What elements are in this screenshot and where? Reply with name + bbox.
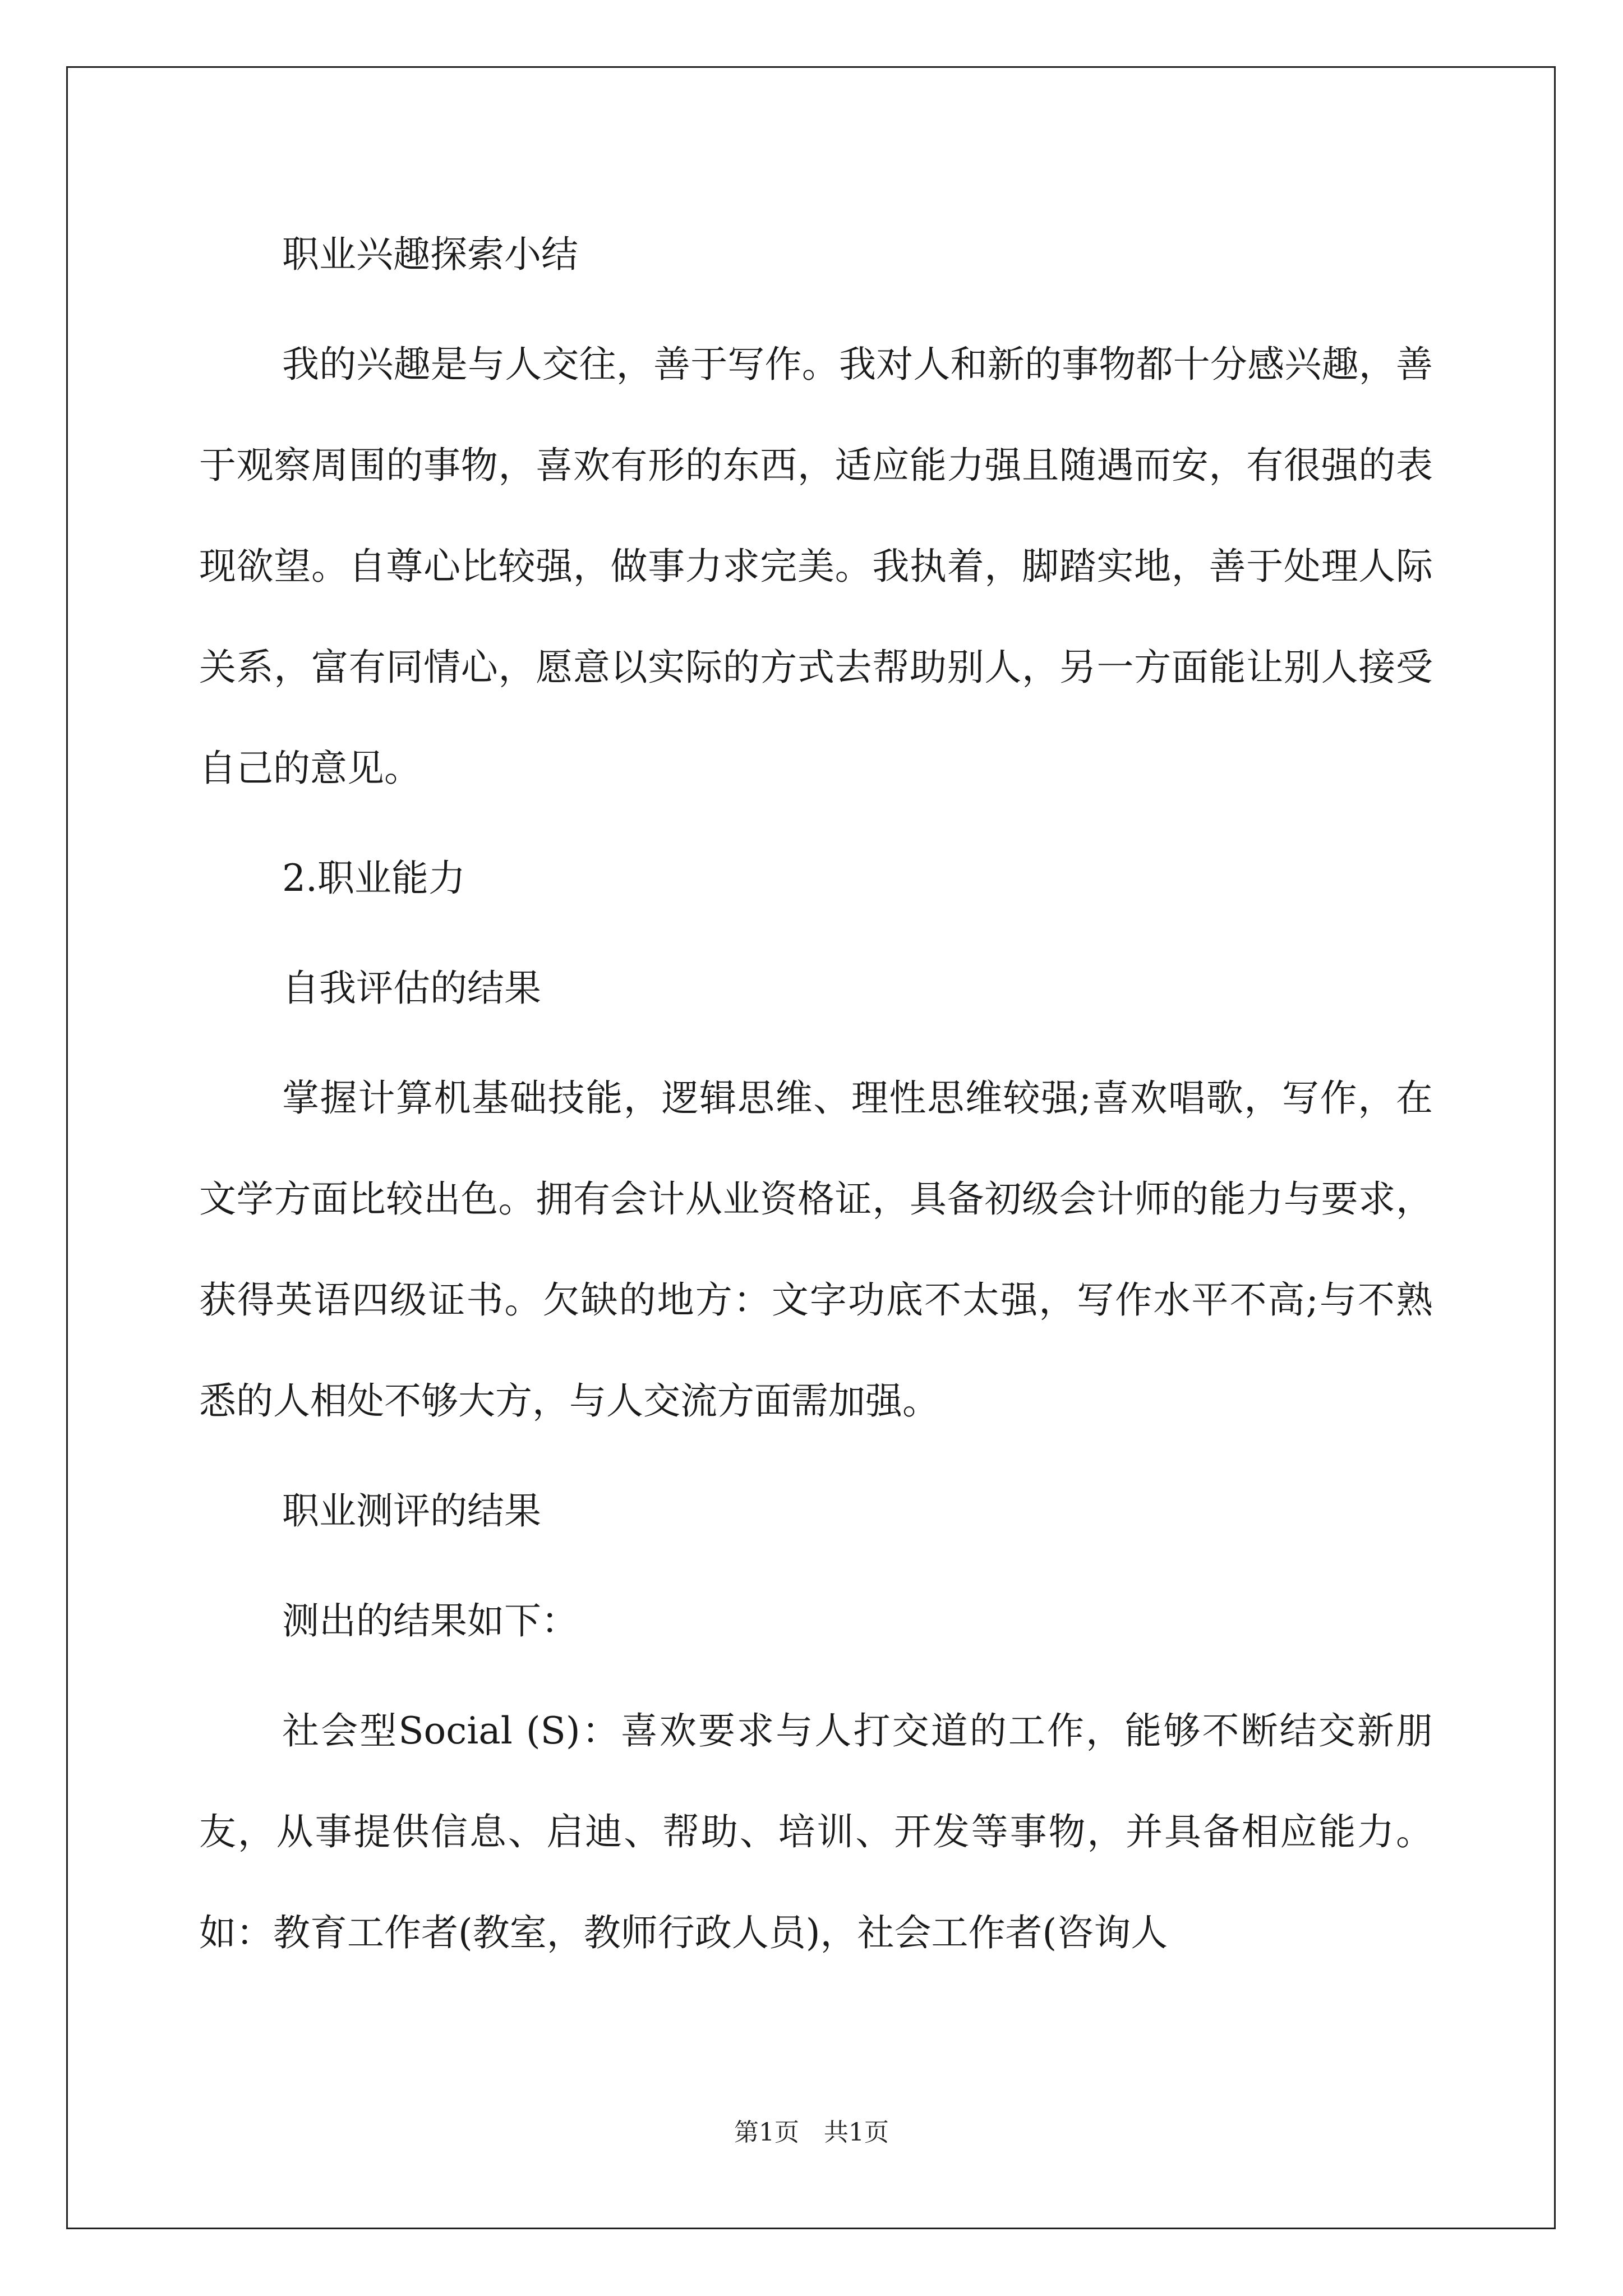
paragraph-interest: 我的兴趣是与人交往，善于写作。我对人和新的事物都十分感兴趣，善于观察周围的事物，喜欢有形的东西，适应能力强且随遇而安，有很强的表现欲望。自尊心比较强，做事力求完美。我执着，脚踏实地，善于处理人际关系，富有同情心，愿意以实际的方式去帮助别人，另一方面能让别人接受自己的意见。 <box>199 343 1433 790</box>
document-body <box>199 204 1433 1984</box>
page-total: 共1页 <box>824 2118 889 2147</box>
section-heading-interest-summary: 职业兴趣探索小结 <box>282 233 578 276</box>
page-number: 第1页 <box>734 2118 799 2147</box>
subheading-career-test: 职业测评的结果 <box>282 1489 541 1533</box>
paragraph-test-intro: 测出的结果如下： <box>282 1599 578 1642</box>
section-heading-career-ability: 2.职业能力 <box>282 857 465 900</box>
paragraph-social-type: 社会型Social (S)：喜欢要求与人打交道的工作，能够不断结交新朋友，从事提供信息、启迪、帮助、培训、开发等事物，并具备相应能力。如：教育工作者(教室，教师行政人员)，社会工作者(咨询人 <box>199 1709 1433 1954</box>
paragraph-self-assessment: 掌握计算机基础技能，逻辑思维、理性思维较强;喜欢唱歌，写作，在文学方面比较出色。拥有会计从业资格证，具备初级会计师的能力与要求，获得英语四级证书。欠缺的地方：文字功底不太强，写作水平不高;与不熟悉的人相处不够大方，与人交流方面需加强。 <box>199 1076 1433 1423</box>
page-footer <box>0 2116 1623 2150</box>
subheading-self-assessment: 自我评估的结果 <box>282 967 541 1010</box>
